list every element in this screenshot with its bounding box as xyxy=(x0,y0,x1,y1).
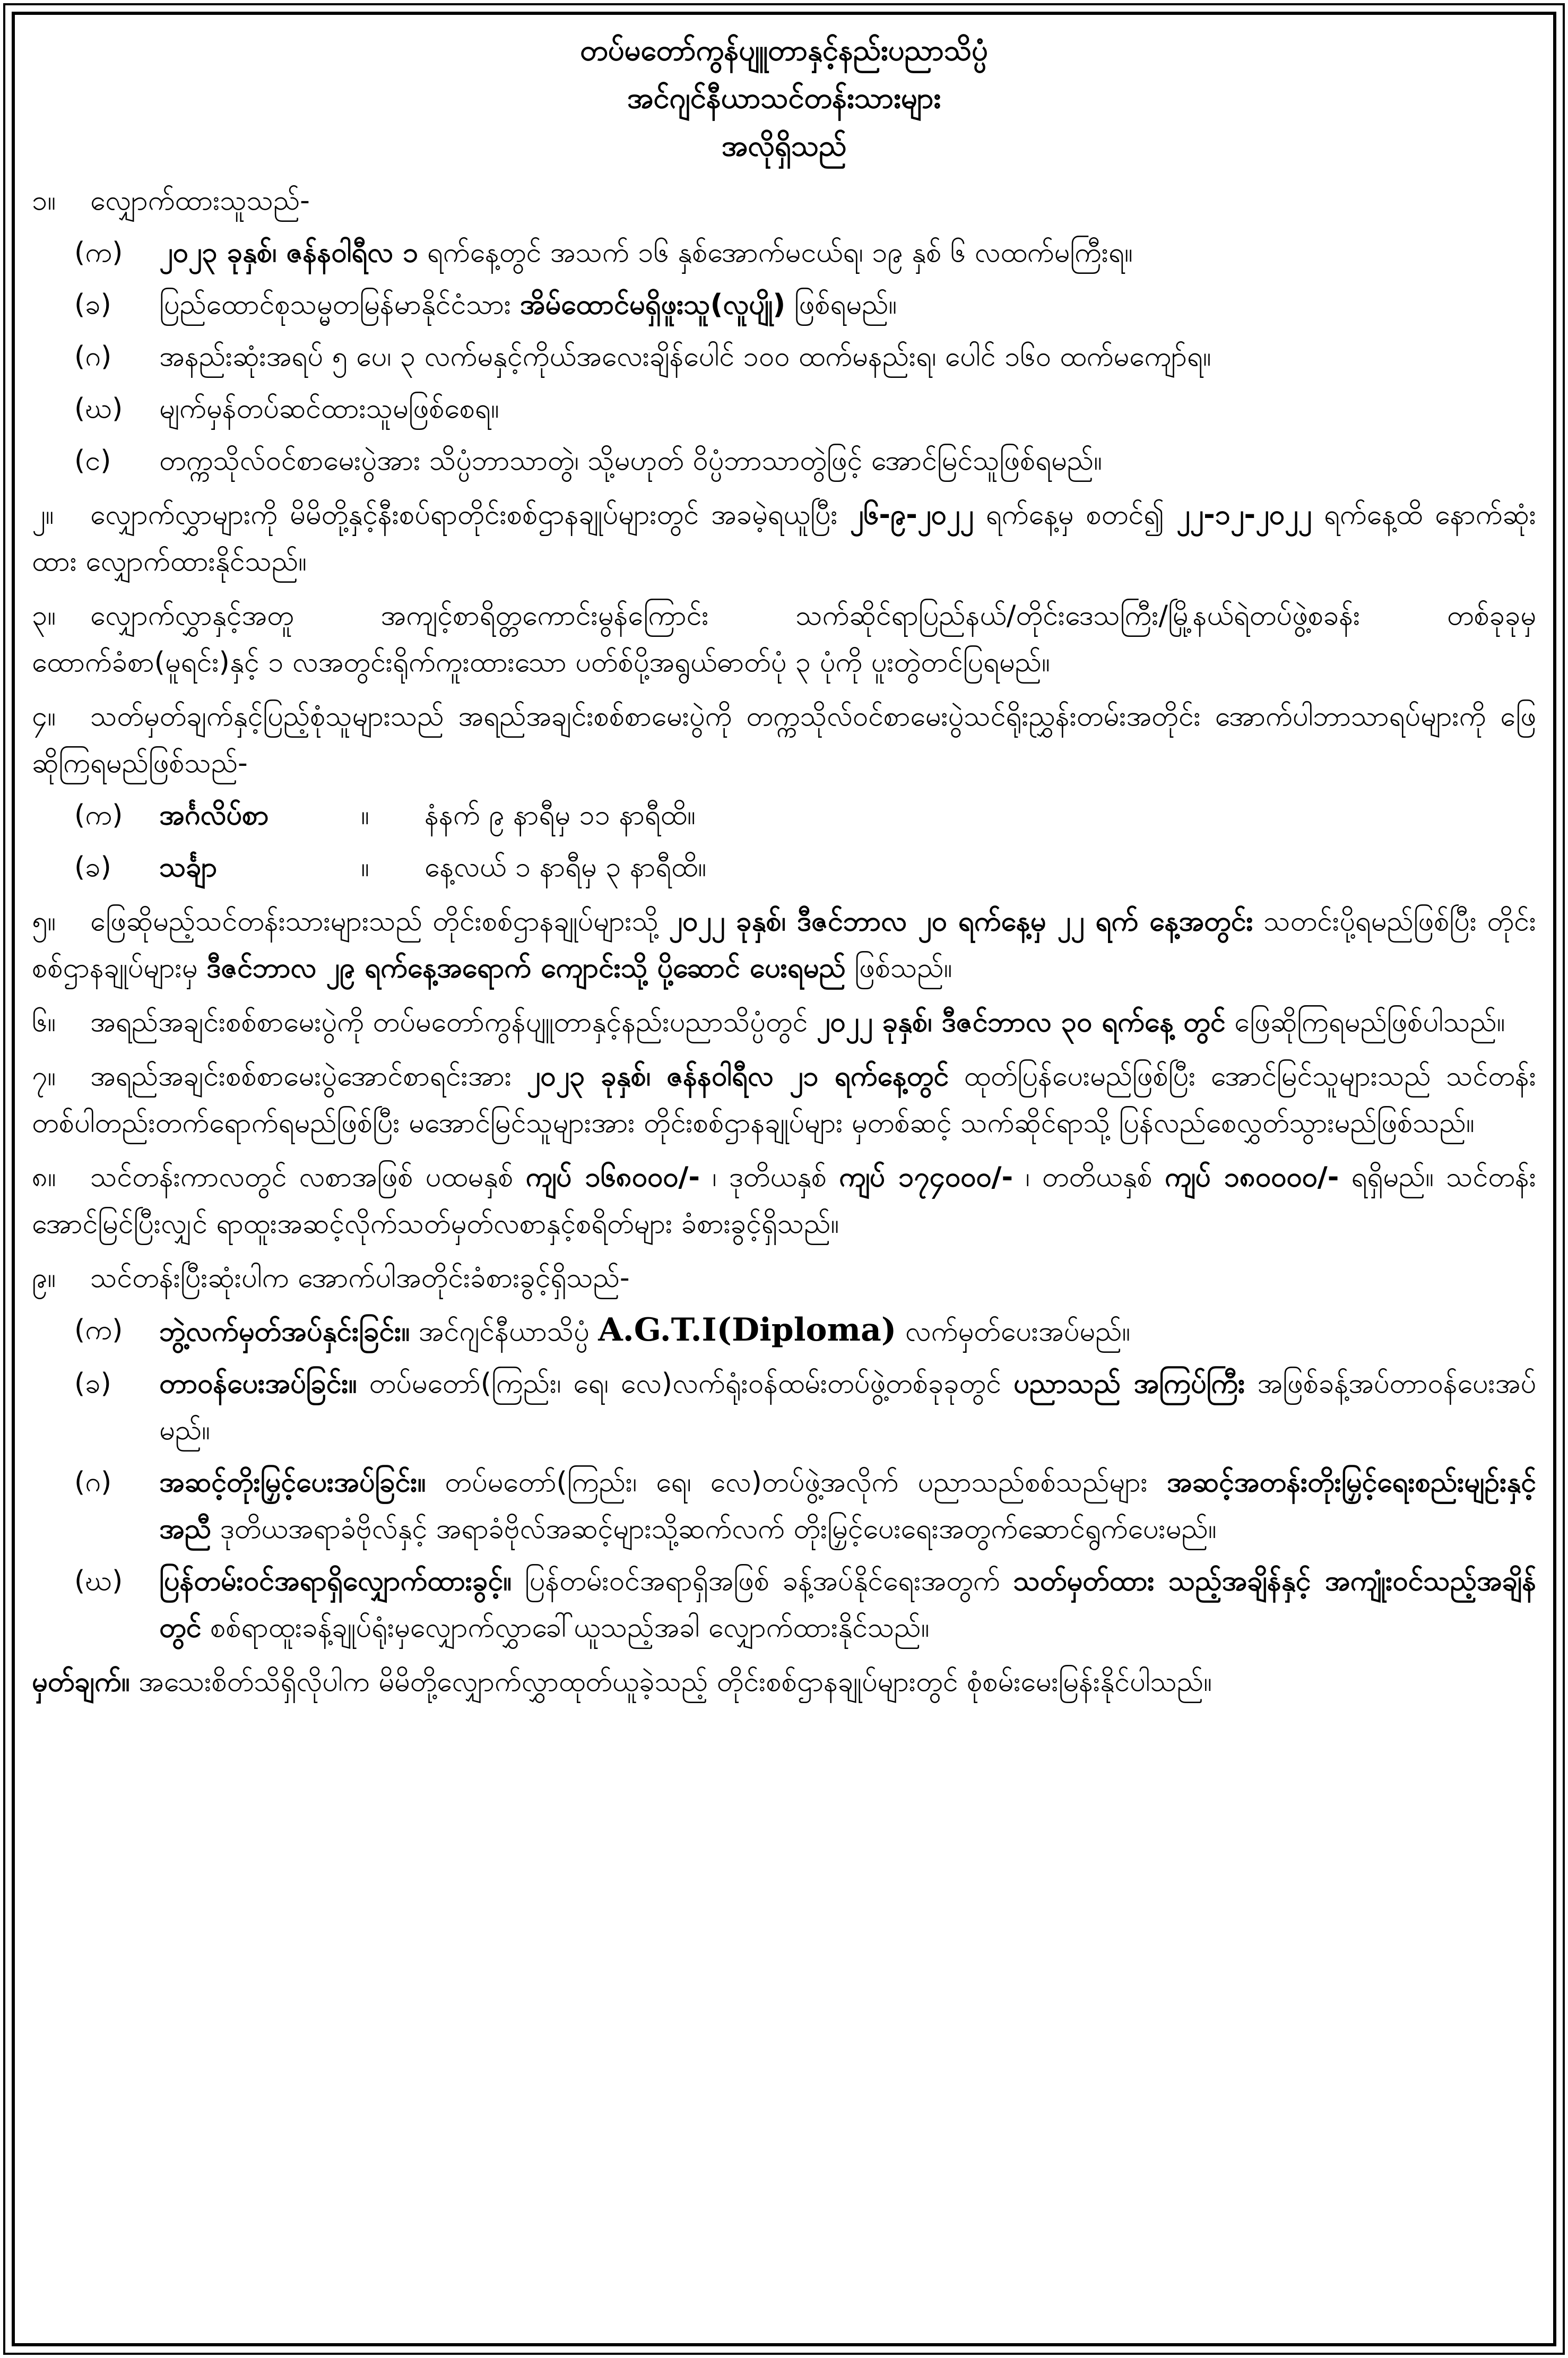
item-text: ရက်နေ့တွင် အသက် ၁၆ နှစ်အောက်မငယ်ရ၊ ၁၉ နှစ် ၆ လထက်မကြီးရ။ xyxy=(418,237,1133,269)
item-text-end: လက်မှတ်ပေးအပ်မည်။ xyxy=(896,1316,1130,1348)
salary-year-2: ကျပ် ၁၇၄၀၀၀/- xyxy=(839,1161,1013,1193)
separator-text: ၊ ဒုတိယနှစ် xyxy=(699,1161,839,1193)
section-6 xyxy=(32,999,1536,1046)
item-text: တပ်မတော်(ကြည်း၊ ရေ၊ လေ)တပ်ဖွဲ့အလိုက် ပညာသည်စစ်သည်များ xyxy=(426,1466,1167,1498)
item-9c xyxy=(32,1459,1536,1552)
item-label: (ဃ) xyxy=(74,1565,123,1597)
marital-status: အိမ်ထောင်မရှိဖူးသူ(လူပျို) xyxy=(519,289,786,321)
exam-subject: သင်္ချာ xyxy=(159,851,218,883)
section-number: ၈။ xyxy=(32,1161,56,1193)
section-text: လျှောက်လွှာများကို မိမိတို့နှင့်နီးစပ်ရာတိုင်းစစ်ဌာနချုပ်များတွင် အခမဲ့ရယူပြီး xyxy=(90,499,850,531)
note-label: မှတ်ချက်။ xyxy=(32,1666,130,1698)
section-number: ၃။ xyxy=(32,600,56,632)
section-text-end: ရရှိမည်။ သင်တန်းအောင်မြင်ပြီးလျှင် ရာထူးအဆင့်လိုက်သတ်မှတ်လစာနှင့်စရိတ်များ ခံစားခွင့်ရှိသည်။ xyxy=(32,1161,1536,1240)
section-number: ၄။ xyxy=(32,701,56,732)
note-text: အသေးစိတ်သိရှိလိုပါက မိမိတို့လျှောက်လွှာထုတ်ယူခဲ့သည့် တိုင်းစစ်ဌာနချုပ်များတွင် စုံစမ်းမေးမြန်းနိုင်ပါသည်။ xyxy=(129,1666,1212,1698)
item-label: (ဂ) xyxy=(74,1466,112,1498)
item-9b xyxy=(32,1360,1536,1454)
section-text-end: ထုတ်ပြန်ပေးမည်ဖြစ်ပြီး အောင်မြင်သူများသည် သင်တန်းတစ်ပါတည်းတက်ရောက်ရမည်ဖြစ်ပြီး မအောင်မြင်သူများအား တိုင်းစစ်ဌာနချုပ်များ မှတစ်ဆင့် သက်ဆိုင်ရာသို့ ပြန်လည်စေလွှတ်သွားမည်ဖြစ်သည်။ xyxy=(32,1060,1536,1139)
section-9 xyxy=(32,1255,1536,1301)
item-text: အနည်းဆုံးအရပ် ၅ ပေ၊ ၃ လက်မနှင့်ကိုယ်အလေးချိန်ပေါင် ၁၀၀ ထက်မနည်းရ၊ ပေါင် ၁၆၀ ထက်မကျော်ရ။ xyxy=(159,341,1211,373)
end-date: ၂၂-၁၂-၂၀၂၂ xyxy=(1176,499,1312,531)
section-text-end: ရက်နေ့ထိ နောက်ဆုံးထား လျှောက်ထားနိုင်သည်။ xyxy=(32,499,1537,577)
item-heading: အဆင့်တိုးမြှင့်ပေးအပ်ခြင်း။ xyxy=(159,1466,426,1498)
section-text: လျှောက်ထားသူသည်- xyxy=(90,185,310,217)
item-label: (က) xyxy=(74,1314,123,1346)
exam-date: ၂၀၂၂ ခုနှစ်၊ ဒီဇင်ဘာလ ၃၀ ရက်နေ့ တွင် xyxy=(816,1006,1226,1038)
item-label: (ဂ) xyxy=(74,341,112,373)
exam-time: နံနက် ၉ နာရီမှ ၁၁ နာရီထိ။ xyxy=(425,799,696,831)
announcement xyxy=(32,27,1536,2325)
section-1 xyxy=(32,177,1536,224)
item-heading: ပြန်တမ်းဝင်အရာရှိလျှောက်ထားခွင့်။ xyxy=(159,1565,512,1597)
section-text: သတ်မှတ်ချက်နှင့်ပြည့်စုံသူများသည် အရည်အချင်းစစ်စာမေးပွဲကို တက္ကသိုလ်ဝင်စာမေးပွဲသင်ရိုးညွှန်းတမ်းအတိုင်း အောက်ပါဘာသာရပ်များကို ဖြေဆိုကြရမည်ဖြစ်သည်- xyxy=(32,701,1536,779)
section-3 xyxy=(32,592,1536,686)
salary-year-3: ကျပ် ၁၈၀၀၀၀/- xyxy=(1164,1161,1339,1193)
item-label: (က) xyxy=(74,237,123,269)
section-text: သင်တန်းကာလတွင် လစာအဖြစ် ပထမနှစ် xyxy=(90,1161,526,1193)
section-2 xyxy=(32,491,1536,585)
separator-text: ၊ တတိယနှစ် xyxy=(1013,1161,1165,1193)
item-label: (ခ) xyxy=(74,289,111,321)
item-label: (ဃ) xyxy=(74,393,123,425)
section-number: ၉။ xyxy=(32,1262,56,1294)
age-date: ၂၀၂၃ ခုနှစ်၊ ဇန်နဝါရီလ ၁ xyxy=(159,237,419,269)
item-text: ပြည်ထောင်စုသမ္မတမြန်မာနိုင်ငံသား xyxy=(159,289,520,321)
section-4 xyxy=(32,693,1536,787)
section-text-mid: သတင်းပို့ရမည်ဖြစ်ပြီး တိုင်းစစ်ဌာနချုပ်များမှ xyxy=(32,905,1537,984)
title-line-2: အင်ဂျင်နီယာသင်တန်းသားများ xyxy=(627,81,941,115)
item-text: တပ်မတော်(ကြည်း၊ ရေ၊ လေ)လက်ရုံးဝန်ထမ်းတပ်ဖွဲ့တစ်ခုခုတွင် xyxy=(357,1368,1013,1400)
salary-year-1: ကျပ် ၁၆၈၀၀၀/- xyxy=(525,1161,700,1193)
item-text: တက္ကသိုလ်ဝင်စာမေးပွဲအား သိပ္ပံဘာသာတွဲ၊ သို့မဟုတ် ဝိပ္ပံဘာသာတွဲဖြင့် အောင်မြင်သူဖြစ်ရမည်။ xyxy=(159,445,1102,477)
item-text-end: စစ်ရာထူးခန့်ချုပ်ရုံးမှလျှောက်လွှာခေါ်ယူသည့်အခါ လျှောက်ထားနိုင်သည်။ xyxy=(201,1612,930,1644)
item-text-end: ဒုတိယအရာခံဗိုလ်နှင့် အရာခံဗိုလ်အဆင့်များသို့ဆက်လက် တိုးမြှင့်ပေးရေးအတွက်ဆောင်ရွက်ပေးမည်။ xyxy=(211,1513,1217,1545)
item-text-end: အဖြစ်ခန့်အပ်တာဝန်ပေးအပ်မည်။ xyxy=(159,1368,1536,1446)
section-text: သင်တန်းပြီးဆုံးပါက အောက်ပါအတိုင်းခံစားခွင့်ရှိသည်- xyxy=(90,1262,630,1294)
item-1c xyxy=(32,333,1536,380)
section-number: ၆။ xyxy=(32,1006,56,1038)
item-text: အင်ဂျင်နီယာသိပ္ပံ xyxy=(410,1316,599,1348)
title-line-1: တပ်မတော်ကွန်ပျူတာနှင့်နည်းပညာသိပ္ပံ xyxy=(580,33,988,67)
report-date: ၂၀၂၂ ခုနှစ်၊ ဒီဇင်ဘာလ ၂၀ ရက်နေ့မှ ၂၂ ရက် နေ့အတွင်း xyxy=(669,905,1253,937)
item-1e xyxy=(32,437,1536,484)
item-text: ပြန်တမ်းဝင်အရာရှိအဖြစ် ခန့်အပ်နိုင်ရေးအတွက် xyxy=(511,1565,1013,1597)
section-text-end: ဖြစ်သည်။ xyxy=(845,952,952,984)
section-number: ၇။ xyxy=(32,1060,56,1092)
time-condition: သတ်မှတ်ထား သည့်အချိန်နှင့် အကျုံးဝင်သည့်အချိန်တွင် xyxy=(159,1565,1536,1644)
item-label: (ခ) xyxy=(74,851,111,883)
section-text-mid: ရက်နေ့မှ စတင်၍ xyxy=(973,499,1176,531)
item-heading: ဘွဲ့လက်မှတ်အပ်နှင်းခြင်း။ xyxy=(159,1316,410,1348)
section-text: ဖြေဆိုမည့်သင်တန်းသားများသည် တိုင်းစစ်ဌာနချုပ်များသို့ xyxy=(90,905,669,937)
separator: ။ xyxy=(361,851,369,883)
section-text: အရည်အချင်းစစ်စာမေးပွဲအောင်စာရင်းအား xyxy=(90,1060,527,1092)
item-9d xyxy=(32,1558,1536,1651)
exam-english xyxy=(32,792,1536,839)
regulation-name: အဆင့်အတန်းတိုးမြှင့်ရေးစည်းမျဉ်းနှင့်အညီ xyxy=(159,1466,1536,1545)
item-1b xyxy=(32,281,1536,328)
note xyxy=(32,1659,1536,1705)
section-text: လျှောက်လွှာနှင့်အတူ အကျင့်စာရိတ္တကောင်းမွန်ကြောင်း သက်ဆိုင်ရာပြည်နယ်/တိုင်းဒေသကြီး/မြို့နယ်ရဲတပ်ဖွဲ့စခန်း တစ်ခုခုမှ ထောက်ခံစာ(မူရင်း)နှင့် ၁ လအတွင်းရိုက်ကူးထားသော ပတ်စ်ပို့အရွယ်ဓာတ်ပုံ ၃ ပုံကို ပူးတွဲတင်ပြရမည်။ xyxy=(32,600,1536,678)
item-label: (င) xyxy=(74,445,111,477)
item-9a xyxy=(32,1307,1536,1355)
separator: ။ xyxy=(361,799,369,831)
rank-name: ပညာသည် အကြပ်ကြီး xyxy=(1013,1368,1245,1400)
item-heading: တာဝန်ပေးအပ်ခြင်း။ xyxy=(159,1368,357,1400)
item-text: မျက်မှန်တပ်ဆင်ထားသူမဖြစ်စေရ။ xyxy=(159,393,499,425)
item-label: (က) xyxy=(74,799,123,831)
section-number: ၁။ xyxy=(32,185,56,217)
section-5 xyxy=(32,898,1536,991)
diploma-name: A.G.T.I(Diploma) xyxy=(598,1311,897,1349)
start-date: ၂၆-၉-၂၀၂၂ xyxy=(850,499,974,531)
result-date: ၂၀၂၃ ခုနှစ်၊ ဇန်နဝါရီလ ၂၁ ရက်နေ့တွင် xyxy=(526,1060,949,1092)
section-text-end: ဖြေဆိုကြရမည်ဖြစ်ပါသည်။ xyxy=(1225,1006,1505,1038)
section-text: အရည်အချင်းစစ်စာမေးပွဲကို တပ်မတော်ကွန်ပျူတာနှင့်နည်းပညာသိပ္ပံတွင် xyxy=(90,1006,817,1038)
section-number: ၅။ xyxy=(32,905,56,937)
arrival-date: ဒီဇင်ဘာလ ၂၉ ရက်နေ့အရောက် ကျောင်းသို့ ပို့ဆောင် ပေးရမည် xyxy=(206,952,846,984)
exam-subject: အင်္ဂလိပ်စာ xyxy=(159,799,269,831)
exam-time: နေ့လယ် ၁ နာရီမှ ၃ နာရီထိ။ xyxy=(425,851,707,883)
section-7 xyxy=(32,1053,1536,1146)
exam-math xyxy=(32,844,1536,891)
section-8 xyxy=(32,1154,1536,1247)
item-label: (ခ) xyxy=(74,1368,111,1400)
item-text-end: ဖြစ်ရမည်။ xyxy=(785,289,897,321)
title-line-3: အလိုရှိသည် xyxy=(721,129,847,162)
item-1a xyxy=(32,229,1536,276)
section-number: ၂။ xyxy=(32,499,54,531)
item-1d xyxy=(32,385,1536,432)
